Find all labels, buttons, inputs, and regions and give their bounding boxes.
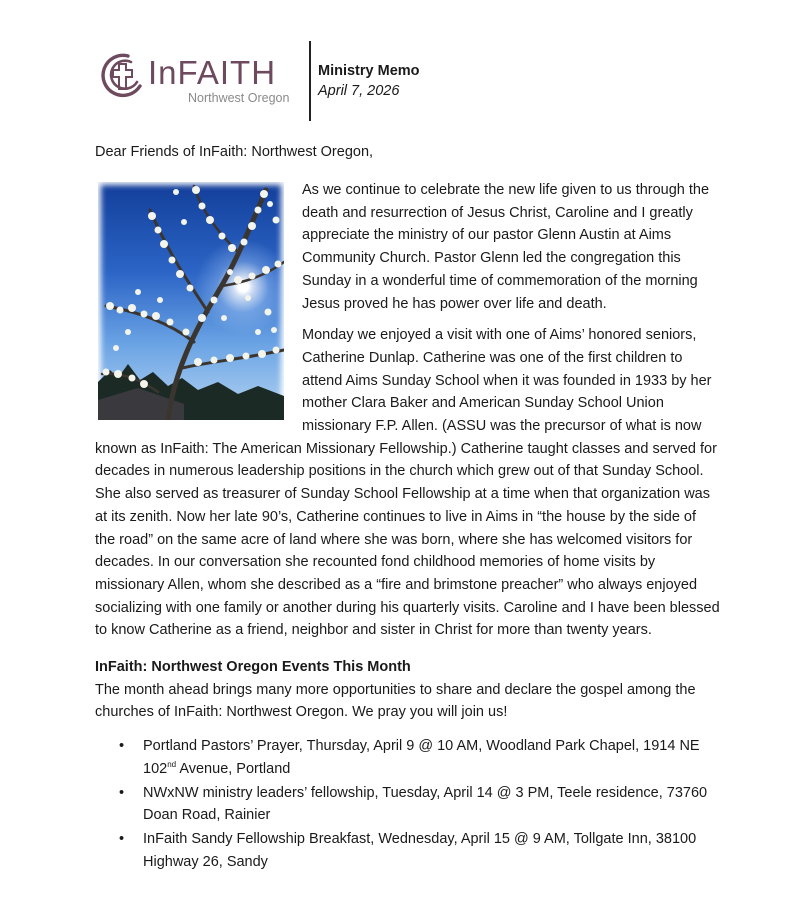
events-heading: InFaith: Northwest Oregon Events This Month xyxy=(95,659,411,676)
memo-date: April 7, 2026 xyxy=(318,83,400,99)
events-list xyxy=(95,735,720,873)
letter-body xyxy=(95,179,720,874)
cross-circle-icon xyxy=(100,52,146,98)
bullet-icon: • xyxy=(119,738,125,755)
bullet-icon: • xyxy=(119,830,125,847)
events-intro: The month ahead brings many more opportunities to share and declare the gospel among the churches of InFaith: Northwest Oregon. We pray you will join us! xyxy=(95,681,696,721)
list-item xyxy=(119,735,720,780)
salutation: Dear Friends of InFaith: Northwest Oregon, xyxy=(95,144,374,160)
event-text: NWxNW ministry leaders’ fellowship, Tuesday, April 14 @ 3 PM, Teele residence, 73760 Doan Road, Rainier xyxy=(143,784,708,824)
list-item xyxy=(119,828,720,873)
blossom-photo xyxy=(98,182,284,420)
event-text-tail: Avenue, Portland xyxy=(176,760,291,777)
event-text: InFaith Sandy Fellowship Breakfast, Wednesday, April 15 @ 9 AM, Tollgate Inn, 38100 Highway 26, Sandy xyxy=(143,830,697,870)
header-divider xyxy=(309,41,311,121)
ordinal-suffix: nd xyxy=(167,760,177,770)
logo-subtitle: Northwest Oregon xyxy=(188,91,290,105)
infaith-logo xyxy=(100,50,300,112)
paragraph-2: Monday we enjoyed a visit with one of Aims’ honored seniors, Catherine Dunlap. Catherine was one of the first children to attend Aims Sunday School when it was founded in 1933 by her mother Clara Baker and American Sunday School Union missionary F.P. Allen. (ASSU was the precursor of what is now known as InFaith: The American Missionary Fellowship.) Catherine taught classes and served for decades in numerous leadership positions in the church which grew out of that Sunday School. She also served as treasurer of Sunday School Fellowship at a time when that organization was at its zenith. Now her late 90’s, Catherine continues to live in Aims in “the house by the side of the road” on the same acre of land where she was born, where she has welcomed visitors for decades. In our conversation she recounted fond childhood memories of home visits by missionary Allen, whom she described as a “fire and brimstone preacher” who always enjoyed socializing with one family or another during his quarterly visits. Caroline and I have been blessed to know Catherine as a friend, neighbor and sister in Christ for more than twenty years. xyxy=(95,327,720,639)
paragraph-1: As we continue to celebrate the new life given to us through the death and resurrection of Jesus Christ, Caroline and I greatly appreciate the ministry of our pastor Glenn Austin at Aims Community Church. Pastor Glenn led the congregation this Sunday in a wonderful time of commemoration of the morning Jesus proved he has power over life and death. xyxy=(302,182,710,312)
list-item xyxy=(119,782,720,827)
logo-wordmark: InFAITH xyxy=(148,54,277,91)
memo-title: Ministry Memo xyxy=(318,63,420,79)
event-text: Portland Pastors’ Prayer, Thursday, April 9 @ 10 AM, Woodland Park Chapel, 1914 NE 102 xyxy=(143,738,700,777)
bullet-icon: • xyxy=(119,784,125,801)
